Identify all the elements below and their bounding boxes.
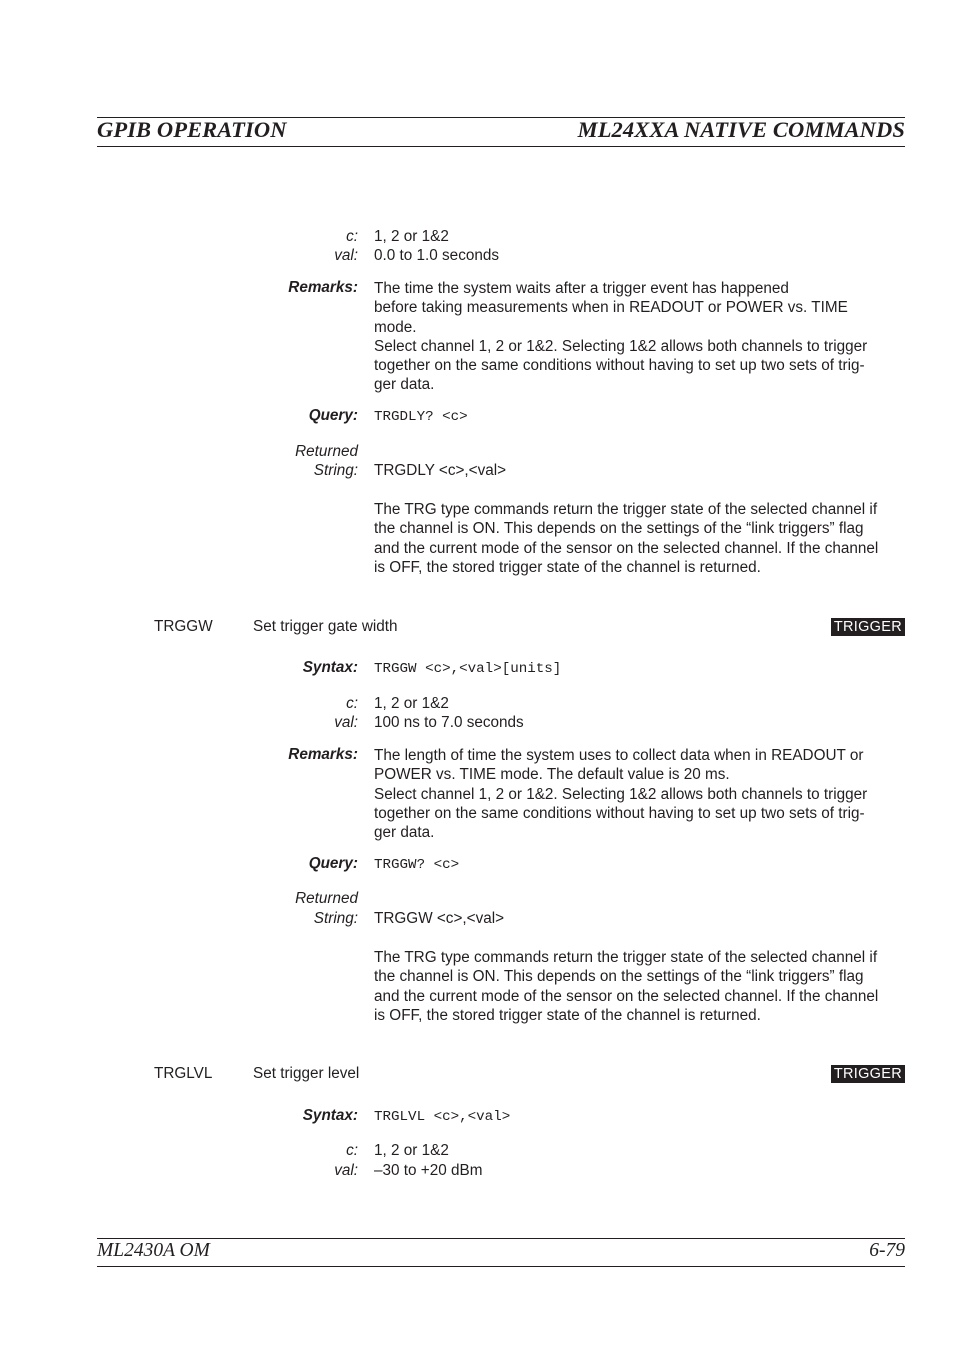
trggw-note-line: The TRG type commands return the trigger state of the selected channel if: [374, 949, 878, 966]
trgdly-c-label: c:: [346, 228, 358, 245]
trglvl-description: Set trigger level: [253, 1065, 360, 1082]
trggw-returned-label: Returned: [295, 890, 358, 907]
trgdly-remarks-line: before taking measurements when in READOUT or POWER vs. TIME: [374, 299, 848, 317]
trggw-remarks-line: Select channel 1, 2 or 1&2. Selecting 1&2 allows both channels to trigger: [374, 785, 868, 803]
trglvl-trigger-badge: TRIGGER: [831, 1065, 905, 1083]
trgdly-note-line: is OFF, the stored trigger state of the channel is returned.: [374, 558, 761, 576]
trggw-syntax: TRGGW <c>,<val>[units]: [374, 661, 562, 677]
trgdly-note-line: and the current mode of the sensor on the selected channel. If the channel: [374, 539, 879, 557]
header-section-title: GPIB OPERATION: [97, 117, 287, 142]
trggw-syntax-label: Syntax:: [302, 659, 358, 676]
trgdly-remarks-line: together on the same conditions without having to set up two sets of trig-: [374, 357, 865, 375]
trggw-remarks-label: Remarks:: [288, 746, 358, 763]
trgdly-remarks-line: The time the system waits after a trigger event has happened: [374, 280, 789, 297]
trgdly-query-label: Query:: [308, 407, 358, 424]
trgdly-note-line: The TRG type commands return the trigger state of the selected channel if: [374, 501, 878, 518]
trggw-note-line: and the current mode of the sensor on the selected channel. If the channel: [374, 987, 879, 1005]
trglvl-c-label: c:: [346, 1142, 358, 1159]
trgdly-string-label: String:: [313, 462, 358, 479]
trggw-note-line: the channel is ON. This depends on the settings of the “link triggers” flag: [374, 968, 864, 986]
trggw-command: TRGGW: [154, 618, 213, 635]
trggw-trigger-badge: TRIGGER: [831, 618, 905, 636]
trggw-remarks-line: POWER vs. TIME mode. The default value is 20 ms.: [374, 766, 730, 784]
trgdly-query: TRGDLY? <c>: [374, 409, 468, 425]
footer-manual-name: ML2430A OM: [97, 1240, 210, 1261]
trglvl-val-value: –30 to +20 dBm: [374, 1162, 483, 1179]
footer-page-number: 6-79: [869, 1240, 905, 1261]
trgdly-returned-string: TRGDLY <c>,<val>: [374, 462, 507, 479]
trggw-remarks-line: ger data.: [374, 824, 435, 842]
trglvl-val-label: val:: [334, 1162, 358, 1179]
trggw-remarks: [374, 746, 905, 842]
trggw-note: [374, 948, 905, 1025]
trgdly-note-line: the channel is ON. This depends on the settings of the “link triggers” flag: [374, 520, 864, 538]
trgdly-remarks-line: Select channel 1, 2 or 1&2. Selecting 1&2 allows both channels to trigger: [374, 337, 868, 355]
header-chapter-title: ML24XXA NATIVE COMMANDS: [577, 117, 905, 142]
trglvl-syntax: TRGLVL <c>,<val>: [374, 1109, 511, 1125]
trggw-note-line: is OFF, the stored trigger state of the channel is returned.: [374, 1006, 761, 1024]
trggw-c-label: c:: [346, 695, 358, 712]
trgdly-c-value: 1, 2 or 1&2: [374, 228, 449, 245]
trgdly-val-value: 0.0 to 1.0 seconds: [374, 247, 500, 264]
trglvl-syntax-label: Syntax:: [302, 1107, 358, 1124]
trggw-remarks-line: together on the same conditions without having to set up two sets of trig-: [374, 804, 865, 822]
trggw-query-label: Query:: [308, 855, 358, 872]
trgdly-remarks-line: ger data.: [374, 376, 435, 394]
trglvl-command: TRGLVL: [154, 1065, 213, 1082]
trgdly-val-label: val:: [334, 247, 358, 264]
trggw-val-value: 100 ns to 7.0 seconds: [374, 714, 524, 731]
trggw-remarks-line: The length of time the system uses to collect data when in READOUT or: [374, 747, 864, 764]
header-bottom-rule: [97, 146, 905, 147]
footer-top-rule: [97, 1238, 905, 1239]
trgdly-remarks: [374, 279, 905, 395]
trggw-c-value: 1, 2 or 1&2: [374, 695, 449, 712]
trggw-query: TRGGW? <c>: [374, 857, 460, 873]
trgdly-remarks-line: mode.: [374, 318, 417, 336]
trggw-string-label: String:: [313, 910, 358, 927]
trggw-val-label: val:: [334, 714, 358, 731]
trgdly-note: [374, 500, 905, 577]
trglvl-c-value: 1, 2 or 1&2: [374, 1142, 449, 1159]
footer-bottom-rule: [97, 1266, 905, 1267]
trgdly-returned-label: Returned: [295, 443, 358, 460]
trgdly-remarks-label: Remarks:: [288, 279, 358, 296]
trggw-returned-string: TRGGW <c>,<val>: [374, 910, 505, 927]
trggw-description: Set trigger gate width: [253, 618, 398, 635]
